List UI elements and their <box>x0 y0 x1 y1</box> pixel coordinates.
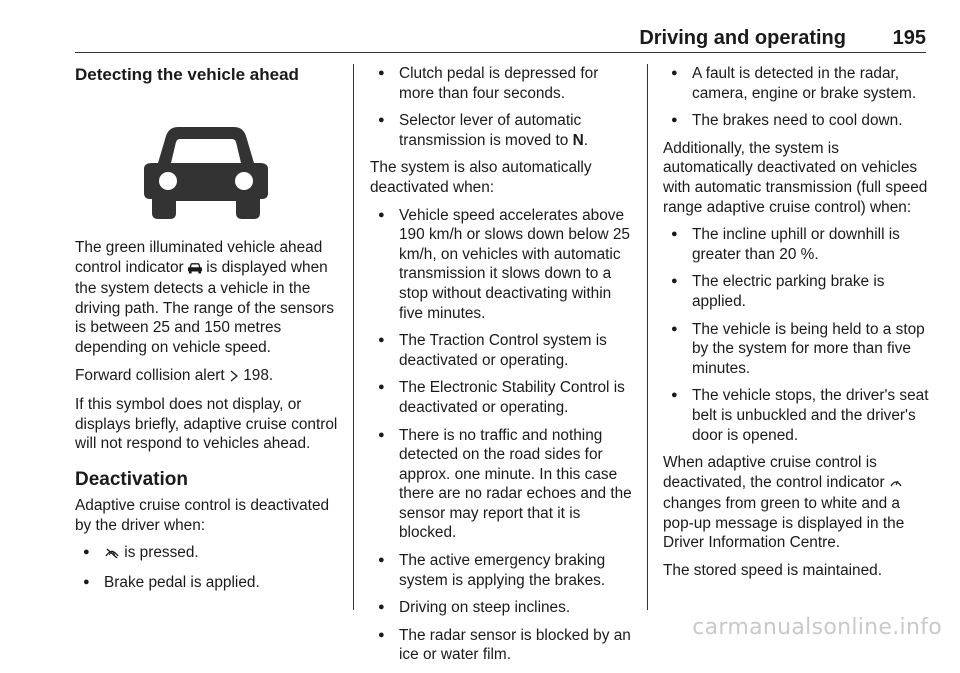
paragraph: When adaptive cruise control is deactivated, the control indicator changes from green to white and a pop-up message is displayed in the Driver Information Centre. <box>663 454 905 552</box>
paragraph: Adaptive cruise control is deactivated by the driver when: <box>75 496 330 534</box>
paragraph: The stored speed is maintained. <box>663 562 883 580</box>
section-title: Driving and operating <box>639 27 846 49</box>
list-item: ● The vehicle stops, the driver's seat belt is unbuckled and the driver's door is opened. <box>663 386 929 445</box>
bullet-list <box>663 64 929 131</box>
cross-reference: Forward collision alert 198. <box>75 366 345 388</box>
column-2 <box>370 64 636 673</box>
list-item: ● Brake pedal is applied. <box>75 573 345 593</box>
paragraph: Additionally, the system is automatically deactivated on vehicles with automatic transmission (full speed range adaptive cruise control) when: <box>663 139 928 216</box>
list-item: ● There is no traffic and nothing detected on the road sides for approx. one minute. In this case there are no radar echoes and the sensor may report that it is blocked. <box>370 426 636 544</box>
section-heading: Detecting the vehicle ahead <box>75 65 299 84</box>
vehicle-ahead-icon <box>75 116 337 224</box>
paragraph: The system is also automatically deactivated when: <box>370 159 592 196</box>
vehicle-ahead-icon <box>188 260 202 280</box>
list-item: ● The electric parking brake is applied. <box>663 272 929 311</box>
bullet-list <box>663 225 929 445</box>
column-3 <box>663 64 929 589</box>
deactivation-heading: Deactivation <box>75 468 188 490</box>
list-item: ● The Traction Control system is deactivated or operating. <box>370 331 636 370</box>
column-1 <box>75 64 345 600</box>
bullet-list <box>75 543 345 592</box>
paragraph: The green illuminated vehicle ahead control indicator is displayed when the system detects a vehicle in the driving path. The range of the sensors is between 25 and 150 metres depending on vehicle speed. <box>75 239 334 356</box>
list-item: ● Vehicle speed accelerates above 190 km/h or slows down below 25 km/h, on vehicles with automatic transmission it slows down to a stop without deactivating within five minutes. <box>370 206 636 324</box>
list-item: ● The Electronic Stability Control is deactivated or operating. <box>370 378 636 417</box>
list-item: ● A fault is detected in the radar, camera, engine or brake system. <box>663 64 929 103</box>
list-item: ● The active emergency braking system is applying the brakes. <box>370 551 636 590</box>
list-item: ● is pressed. <box>75 543 345 565</box>
list-item: ● The vehicle is being held to a stop by the system for more than five minutes. <box>663 320 929 379</box>
page-reference-arrow-icon <box>229 368 239 388</box>
list-item: ● The incline uphill or downhill is greater than 20 %. <box>663 225 929 264</box>
column-divider <box>647 64 648 610</box>
cruise-indicator-icon <box>889 475 903 495</box>
page-header <box>75 26 926 53</box>
list-item: ● The brakes need to cool down. <box>663 111 929 131</box>
list-item: ● Clutch pedal is depressed for more than four seconds. <box>370 64 636 103</box>
column-divider <box>353 64 354 610</box>
page-number: 195 <box>892 27 926 49</box>
bullet-list <box>370 64 636 150</box>
paragraph: If this symbol does not display, or displays briefly, adaptive cruise control will not respond to vehicles ahead. <box>75 396 338 453</box>
bullet-list <box>370 206 636 665</box>
list-item: ● The radar sensor is blocked by an ice or water film. <box>370 626 636 665</box>
watermark: carmanualsonline.info <box>692 615 942 640</box>
list-item: ● Selector lever of automatic transmission is moved to N. <box>370 111 636 150</box>
list-item: ● Driving on steep inclines. <box>370 598 636 618</box>
cruise-cancel-icon <box>104 545 120 565</box>
